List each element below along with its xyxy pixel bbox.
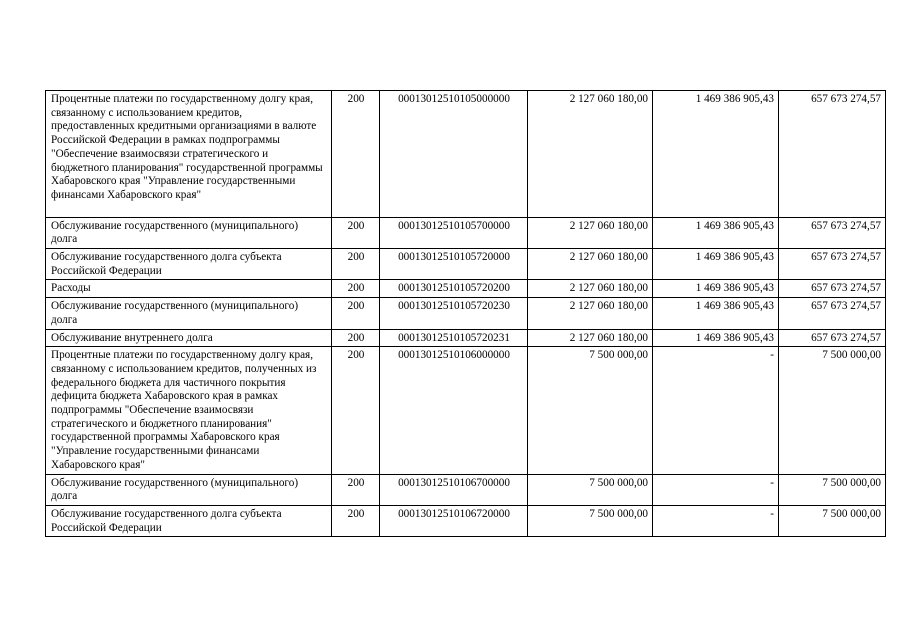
expense-name-text: Обслуживание государственного (муниципального) долга [51,300,299,326]
executed-amount-cell [653,474,779,505]
executed-amount-cell [653,329,779,347]
executed-amount-text: - [770,349,774,362]
budget-classification-code-text: 00013012510106700000 [398,476,510,489]
executed-amount-cell [653,249,779,280]
table-row [46,505,886,536]
budget-classification-code-cell [380,505,528,536]
expense-name-cell [46,329,332,347]
table-row [46,474,886,505]
executed-amount-text: 1 469 386 905,43 [695,251,774,264]
executed-amount-text: 1 469 386 905,43 [695,93,774,105]
expense-name-text: Процентные платежи по государственному долгу края, связанному с использованием кредитов, предоставленных кредитными организациями в валюте Российской Федерации в рамках подпрограммы "Обеспечение взаимосвязи стратегического и бюджетного планирования" государственной программы Хабаровского края "Управление государственными финансами Хабаровского края" [51,93,323,201]
executed-amount-text: 1 469 386 905,43 [695,331,774,344]
expense-name-text: Обслуживание внутреннего долга [51,331,213,344]
unexecuted-amount-cell [779,280,886,298]
executed-amount-text: - [770,476,774,489]
expense-name-cell [46,249,332,280]
line-code-cell [332,474,380,505]
table-row [46,347,886,474]
budget-classification-code-text: 00013012510106000000 [398,349,510,362]
approved-amount-cell [528,347,653,474]
approved-amount-text: 7 500 000,00 [589,507,648,520]
executed-amount-text: 1 469 386 905,43 [695,300,774,313]
approved-amount-cell [528,505,653,536]
expense-name-text: Обслуживание государственного (муниципального) долга [51,476,299,503]
line-code-cell [332,298,380,329]
executed-amount-cell [653,91,779,218]
executed-amount-text: - [770,507,774,520]
budget-classification-code-cell [380,347,528,474]
unexecuted-amount-text: 657 673 274,57 [811,251,881,264]
table-row [46,329,886,347]
approved-amount-cell [528,91,653,218]
budget-execution-table [45,90,886,537]
executed-amount-cell [653,217,779,248]
line-code-cell [332,217,380,248]
unexecuted-amount-text: 657 673 274,57 [811,300,881,313]
table-row [46,298,886,329]
table-row [46,249,886,280]
expense-name-cell [46,91,332,218]
line-code-text: 200 [347,93,365,105]
expense-name-cell [46,217,332,248]
budget-classification-code-text: 00013012510105720000 [398,251,510,264]
approved-amount-cell [528,298,653,329]
budget-classification-code-cell [380,329,528,347]
approved-amount-text: 2 127 060 180,00 [569,219,648,232]
approved-amount-text: 2 127 060 180,00 [569,300,648,313]
approved-amount-cell [528,474,653,505]
line-code-cell [332,347,380,474]
budget-classification-code-cell [380,298,528,329]
budget-classification-code-text: 00013012510106720000 [398,507,510,520]
approved-amount-cell [528,280,653,298]
unexecuted-amount-text: 657 673 274,57 [811,282,881,295]
line-code-cell [332,91,380,218]
budget-classification-code-text: 00013012510105720230 [398,300,510,313]
unexecuted-amount-cell [779,347,886,474]
approved-amount-text: 7 500 000,00 [589,476,648,489]
unexecuted-amount-cell [779,91,886,218]
line-code-text: 200 [347,300,365,313]
expense-name-cell [46,505,332,536]
budget-classification-code-text: 00013012510105720231 [398,331,510,344]
executed-amount-cell [653,298,779,329]
table-row [46,280,886,298]
executed-amount-cell [653,347,779,474]
line-code-text: 200 [347,251,365,264]
budget-classification-code-text: 00013012510105000000 [398,93,510,105]
budget-classification-code-cell [380,249,528,280]
approved-amount-text: 2 127 060 180,00 [569,331,648,344]
executed-amount-text: 1 469 386 905,43 [695,282,774,295]
line-code-text: 200 [347,331,365,344]
line-code-cell [332,505,380,536]
table-body [46,91,886,537]
line-code-text: 200 [347,507,365,520]
line-code-cell [332,280,380,298]
line-code-cell [332,249,380,280]
budget-classification-code-cell [380,280,528,298]
approved-amount-cell [528,217,653,248]
table-row [46,91,886,218]
expense-name-cell [46,347,332,474]
executed-amount-text: 1 469 386 905,43 [695,219,774,232]
budget-classification-code-cell [380,217,528,248]
unexecuted-amount-cell [779,249,886,280]
line-code-text: 200 [347,282,365,295]
executed-amount-cell [653,280,779,298]
approved-amount-text: 7 500 000,00 [589,349,648,362]
approved-amount-text: 2 127 060 180,00 [569,282,648,295]
table-row [46,217,886,248]
unexecuted-amount-text: 7 500 000,00 [822,507,881,520]
executed-amount-cell [653,505,779,536]
unexecuted-amount-text: 657 673 274,57 [811,219,881,232]
unexecuted-amount-text: 7 500 000,00 [822,349,881,362]
unexecuted-amount-text: 657 673 274,57 [811,331,881,344]
unexecuted-amount-cell [779,505,886,536]
unexecuted-amount-cell [779,217,886,248]
line-code-text: 200 [347,219,365,232]
approved-amount-text: 2 127 060 180,00 [569,93,648,105]
approved-amount-cell [528,329,653,347]
unexecuted-amount-cell [779,298,886,329]
unexecuted-amount-cell [779,329,886,347]
expense-name-text: Обслуживание государственного (муниципального) долга [51,219,299,246]
unexecuted-amount-text: 7 500 000,00 [822,476,881,489]
line-code-text: 200 [347,349,365,362]
expense-name-text: Расходы [51,282,91,295]
expense-name-text: Обслуживание государственного долга субъекта Российской Федерации [51,251,282,277]
expense-name-text: Процентные платежи по государственному долгу края, связанному с использованием кредитов, полученных из федерального бюджета для частичного покрытия дефицита бюджета Хабаровского края в рамках подпрограммы "Обеспечение взаимосвязи стратегического и бюджетного планирования" государственной программы Хабаровского края "Управление государственными финансами Хабаровского края" [51,349,317,471]
unexecuted-amount-text: 657 673 274,57 [811,93,881,105]
approved-amount-cell [528,249,653,280]
budget-classification-code-text: 00013012510105700000 [398,219,510,232]
expense-name-cell [46,298,332,329]
line-code-cell [332,329,380,347]
budget-classification-code-cell [380,474,528,505]
expense-name-cell [46,474,332,505]
unexecuted-amount-cell [779,474,886,505]
expense-name-text: Обслуживание государственного долга субъекта Российской Федерации [51,507,282,534]
approved-amount-text: 2 127 060 180,00 [569,251,648,264]
budget-classification-code-cell [380,91,528,218]
expense-name-cell [46,280,332,298]
budget-classification-code-text: 00013012510105720200 [398,282,510,295]
line-code-text: 200 [347,476,365,489]
